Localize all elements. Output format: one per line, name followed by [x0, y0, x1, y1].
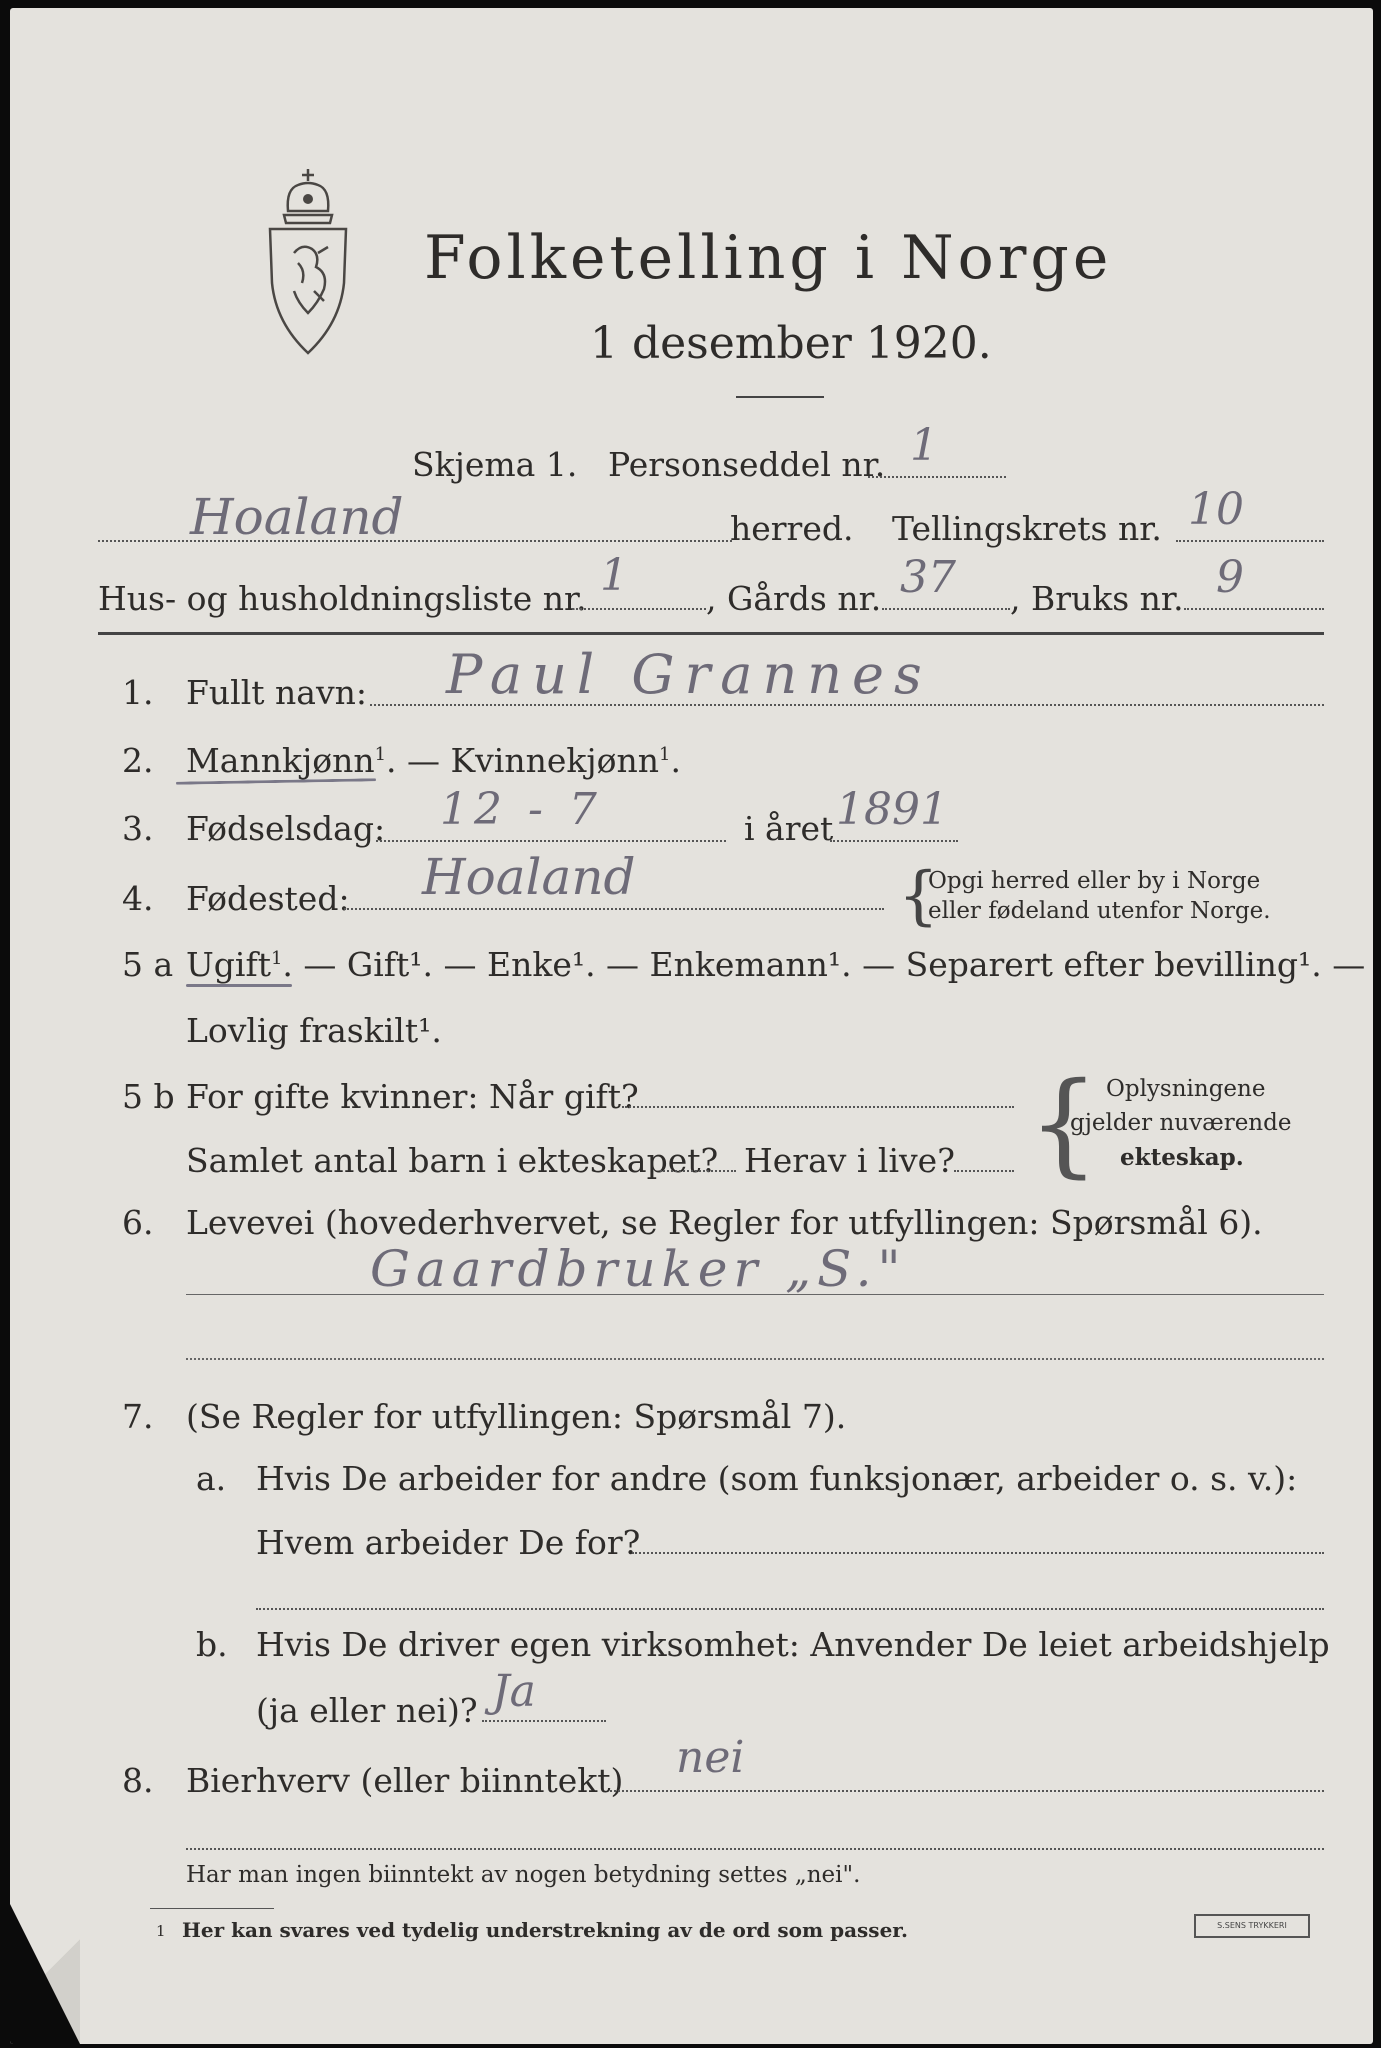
q5b-line2b: Herav i live?	[744, 1141, 955, 1180]
hus-value: 1	[600, 550, 628, 601]
q8-number: 8.	[122, 1761, 154, 1800]
census-date: 1 desember 1920.	[590, 318, 992, 369]
footer-note: Har man ingen biinntekt av nogen betydning settes „nei".	[186, 1862, 861, 1888]
q4-number: 4.	[122, 879, 154, 918]
q6-value: Gaardbruker „S."	[370, 1240, 907, 1298]
q7b-value: Ja	[492, 1666, 536, 1717]
q3-year-label: i året	[744, 809, 834, 848]
q7-label: (Se Regler for utfyllingen: Spørsmål 7).	[186, 1397, 847, 1436]
q5b-line2b-dots	[954, 1170, 1014, 1172]
personseddel-value: 1	[910, 420, 938, 471]
bruks-label: , Bruks nr.	[1010, 579, 1184, 618]
q2-female-sup: 1	[659, 744, 671, 765]
q2-male-option: Mannkjønn	[186, 741, 375, 780]
tellingskrets-value: 10	[1188, 484, 1244, 535]
q5b-line1-dots	[622, 1106, 1014, 1108]
header-rule	[98, 632, 1324, 635]
q5b-line2a-dots	[660, 1170, 736, 1172]
q5a-number: 5 a	[122, 945, 174, 984]
q7b-line	[482, 1720, 606, 1722]
q4-line	[344, 908, 884, 910]
q6-second-line	[186, 1358, 1324, 1360]
q5b-line1: For gifte kvinner: Når gift?	[186, 1077, 639, 1116]
q8-line	[610, 1790, 1324, 1792]
gards-label: , Gårds nr.	[706, 579, 882, 618]
printer-stamp	[1194, 1914, 1310, 1938]
gards-value: 37	[900, 552, 956, 603]
q5b-note-brace: {	[1028, 1059, 1100, 1189]
q1-label: Fullt navn:	[186, 673, 367, 712]
form-title: Folketelling i Norge	[424, 223, 1113, 293]
q2-dash: . —	[386, 741, 441, 780]
q7a-question: Hvem arbeider De for?	[256, 1523, 641, 1562]
q5a-ugift-sup: 1	[270, 948, 283, 969]
q5b-note-line2: gjelder nuværende	[1070, 1110, 1292, 1136]
q5a-ugift-underline	[186, 984, 292, 987]
tellingskrets-line	[1176, 540, 1324, 542]
q2-number: 2.	[122, 741, 154, 780]
q4-note-brace: {	[898, 859, 939, 933]
q2-options	[186, 741, 681, 780]
hus-label: Hus- og husholdningsliste nr.	[98, 579, 587, 618]
q3-line	[376, 840, 726, 842]
q3-number: 3.	[122, 809, 154, 848]
q7-number: 7.	[122, 1397, 154, 1436]
q7a-line2	[256, 1608, 1324, 1610]
q1-number: 1.	[122, 673, 154, 712]
q8-value: nei	[676, 1732, 745, 1783]
q7a-text: Hvis De arbeider for andre (som funksjonær, arbeider o. s. v.):	[256, 1459, 1298, 1498]
q2-female-option: Kvinnekjønn	[450, 741, 660, 780]
q2-male-sup: 1	[374, 744, 387, 765]
personseddel-line	[868, 476, 1006, 478]
gards-line	[882, 608, 1010, 610]
footnote-number: 1	[156, 1922, 166, 1940]
q5b-line2a: Samlet antal barn i ekteskapet?	[186, 1141, 719, 1180]
q5b-note-line3: ekteskap.	[1120, 1144, 1244, 1171]
q7b-letter: b.	[196, 1625, 228, 1664]
q4-note-line1: Opgi herred eller by i Norge	[928, 868, 1261, 894]
q3-value: 12 - 7	[440, 784, 603, 835]
q6-label: Levevei (hovederhvervet, se Regler for utfyllingen: Spørsmål 6).	[186, 1203, 1263, 1242]
herred-label: herred.	[730, 509, 854, 548]
q2-end: .	[670, 741, 681, 780]
q4-label: Fødested:	[186, 879, 350, 918]
q1-value: Paul Grannes	[446, 643, 932, 706]
skjema-label: Skjema 1.	[412, 445, 578, 484]
title-divider	[736, 396, 824, 398]
q4-value: Hoaland	[422, 848, 636, 906]
q3-year-value: 1891	[836, 784, 948, 835]
tellingskrets-label: Tellingskrets nr.	[892, 509, 1162, 548]
q7b-question: (ja eller nei)?	[256, 1691, 478, 1730]
q5a-ugift-option: Ugift	[186, 945, 271, 984]
q3-label: Fødselsdag:	[186, 809, 386, 848]
printer-stamp-text: S.SENS TRYKKERI	[1217, 1921, 1287, 1930]
bruks-value: 9	[1216, 552, 1244, 603]
q5b-note-line1: Oplysningene	[1106, 1076, 1266, 1102]
q5a-line2: Lovlig fraskilt¹.	[186, 1011, 442, 1050]
q8-line2	[186, 1848, 1324, 1850]
bruks-line	[1184, 608, 1324, 610]
q6-number: 6.	[122, 1203, 154, 1242]
personseddel-label: Personseddel nr.	[608, 445, 886, 484]
norwegian-coat-of-arms-icon	[258, 163, 358, 363]
herred-value: Hoaland	[190, 488, 404, 546]
q5b-number: 5 b	[122, 1077, 175, 1116]
q7a-line	[632, 1552, 1324, 1554]
q8-label: Bierhverv (eller biinntekt)	[186, 1761, 624, 1800]
corner-shadow	[10, 1904, 80, 2044]
q7a-letter: a.	[196, 1459, 227, 1498]
hus-line	[572, 608, 706, 610]
q5a-other-options: . — Gift¹. — Enke¹. — Enkemann¹. — Separert efter bevilling¹. —	[282, 945, 1366, 984]
q4-note-line2: eller fødeland utenfor Norge.	[928, 898, 1271, 924]
q5a-options	[186, 945, 1366, 984]
census-form	[10, 8, 1373, 2044]
footnote-text: Her kan svares ved tydelig understrekning av de ord som passer.	[182, 1918, 908, 1942]
q3-year-line	[830, 840, 958, 842]
footnote-rule	[150, 1908, 274, 1909]
q7b-text: Hvis De driver egen virksomhet: Anvender De leiet arbeidshjelp	[256, 1625, 1330, 1664]
